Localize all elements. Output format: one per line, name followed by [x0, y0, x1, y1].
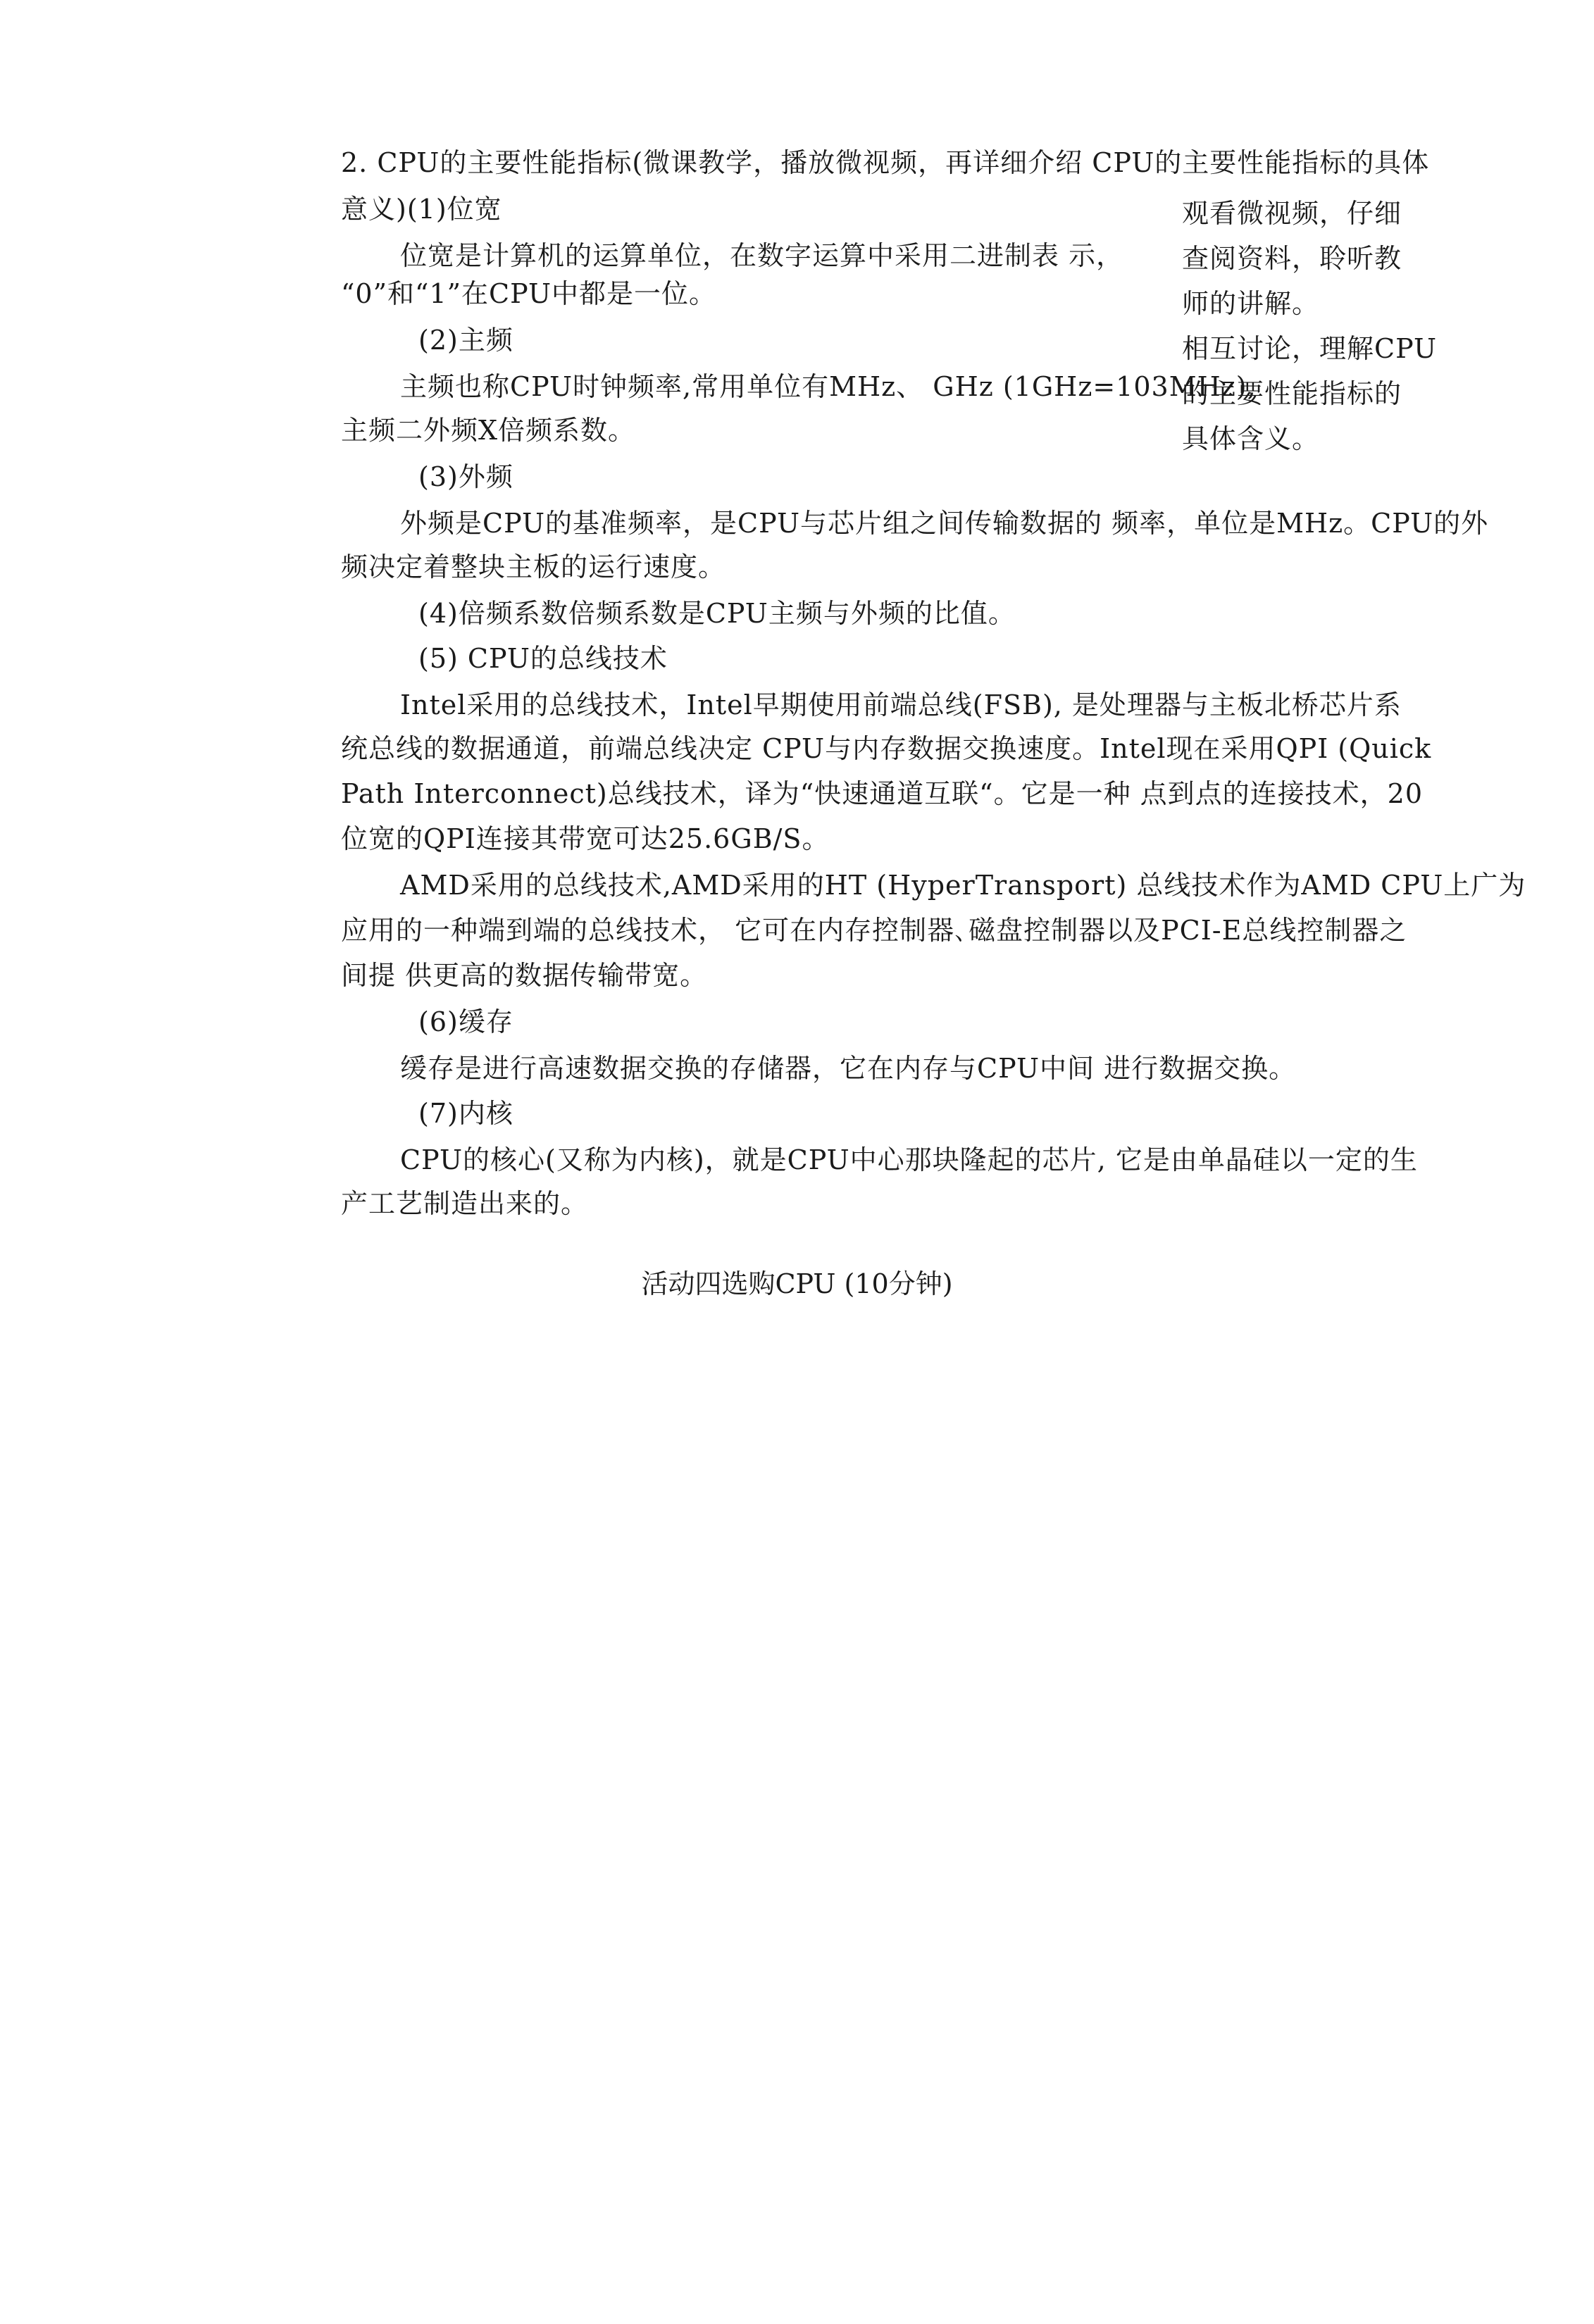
text-line: 应用的一种端到端的总线技术， 它可在内存控制器､磁盘控制器以及PCI-E总线控制器之 — [341, 915, 1407, 946]
text-line: “0”和“1”在CPU中都是一位。 — [341, 278, 717, 309]
text-line: 主频二外频X倍频系数。 — [341, 415, 636, 446]
text-line: (6)缓存 — [418, 1006, 513, 1037]
text-line: AMD采用的总线技术,AMD采用的HT (HyperTransport) 总线技术作为AMD CPU上广为 — [400, 870, 1526, 901]
text-line: 2. CPU的主要性能指标(微课教学，播放微视频，再详细介绍 CPU的主要性能指标的具体 — [341, 147, 1430, 178]
side-note-line: 查阅资料，聆听教 — [1182, 243, 1402, 274]
text-line: (7)内核 — [418, 1098, 513, 1129]
side-note-line: 的主要性能指标的 — [1182, 378, 1402, 409]
side-note-line: 师的讲解。 — [1182, 288, 1320, 319]
text-line: (4)倍频系数倍频系数是CPU主频与外频的比值。 — [418, 598, 1016, 629]
text-line: 缓存是进行高速数据交换的存储器，它在内存与CPU中间 进行数据交换。 — [400, 1053, 1297, 1084]
activity-heading: 活动四选购CPU (10分钟) — [641, 1268, 953, 1299]
text-line: 间提 供更高的数据传输带宽。 — [341, 960, 708, 991]
text-line: 位宽的QPI连接其带宽可达25.6GB/S。 — [341, 823, 830, 854]
text-line: CPU的核心(又称为内核)，就是CPU中心那块隆起的芯片, 它是由单晶硅以一定的生 — [400, 1144, 1418, 1175]
side-note-line: 相互讨论，理解CPU — [1182, 333, 1438, 364]
text-line: 意义)(1)位宽 — [341, 194, 502, 225]
text-line: (5) CPU的总线技术 — [418, 643, 668, 674]
text-line: 主频也称CPU时钟频率,常用单位有MHz、 GHz (1GHz=103MHz), — [400, 371, 1257, 402]
text-line: 产工艺制造出来的。 — [341, 1188, 589, 1219]
text-line: Intel采用的总线技术，Intel早期使用前端总线(FSB), 是处理器与主板北桥芯片系 — [400, 689, 1402, 720]
text-line: 外频是CPU的基准频率，是CPU与芯片组之间传输数据的 频率，单位是MHz。CPU的外 — [400, 508, 1489, 539]
text-line: 位宽是计算机的运算单位，在数字运算中采用二进制表 示， — [400, 240, 1124, 271]
side-note-line: 具体含义。 — [1182, 423, 1320, 454]
text-line: (2)主频 — [418, 325, 513, 356]
text-line: 统总线的数据通道，前端总线决定 CPU与内存数据交换速度。Intel现在采用QPI (Quick — [341, 733, 1432, 764]
text-line: 频决定着整块主板的运行速度。 — [341, 551, 726, 582]
text-line: Path Interconnect)总线技术，译为“快速通道互联“。它是一种 点到点的连接技术，20 — [341, 778, 1424, 809]
text-line: (3)外频 — [418, 461, 513, 492]
side-note-line: 观看微视频，仔细 — [1182, 198, 1402, 229]
